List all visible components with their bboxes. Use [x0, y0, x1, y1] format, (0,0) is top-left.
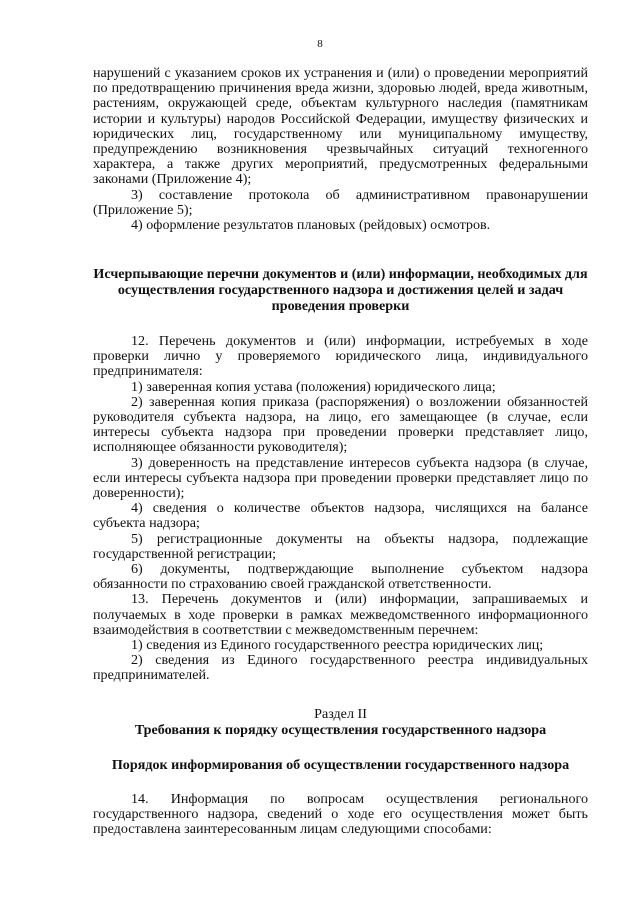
list-item-13-1: 1) сведения из Единого государственного реестра юридических лиц;: [131, 637, 544, 654]
paragraph-continuation: нарушений с указанием сроков их устранения и (или) о проведении мероприятий по предотвращению причинения вреда жизни, здоровью людей, вреда животным, растениям, окружающей среде, объектам культурного наследия (памятникам истории и культуры) народов Российской Федерации, имуществу физических и юридических лиц, государственному или муниципальному имуществу, предупреждению возникновения чрезвычайных ситуаций техногенного характера, а также других мероприятий, предусмотренных федеральными законами (Приложение 4);: [93, 65, 588, 188]
list-item-12-6: 6) документы, подтверждающие выполнение субъектом надзора обязанности по страхованию своей гражданской ответственности.: [93, 561, 588, 593]
paragraph-13: 13. Перечень документов и (или) информации, запрашиваемых и получаемых в ходе проверки в рамках межведомственного информационного взаимодействия в соответствии с межведомственным перечнем:: [93, 591, 588, 638]
text-block-informing: [93, 792, 588, 838]
paragraph-14: 14. Информация по вопросам осуществления регионального государственного надзора, сведений о ходе его осуществления может быть предоставлена заинтересованным лицам следующими способами:: [93, 791, 588, 838]
paragraph-item-4: 4) оформление результатов плановых (рейдовых) осмотров.: [131, 217, 491, 234]
list-item-12-3: 3) доверенность на представление интересов субъекта надзора (в случае, если интересы субъекта надзора при проведении проверки представляет лицо по доверенности);: [93, 454, 588, 502]
list-item-12-2: 2) заверенная копия приказа (распоряжения) о возложении обязанностей руководителя субъекта надзора, на лицо, его замещающее (в случае, если интересы субъекта надзора при проведении проверки представляет лицо, исполняющее обязанности руководителя);: [93, 393, 588, 456]
paragraph-12: 12. Перечень документов и (или) информации, истребуемых в ходе проверки лично у проверяемого юридического лица, индивидуального предпринимателя:: [93, 333, 588, 380]
heading-requirements: Требования к порядку осуществления государственного надзора: [134, 722, 547, 738]
heading-informing: Порядок информирования об осуществлении государственного надзора: [111, 757, 570, 773]
paragraph-item-3: 3) составление протокола об административном правонарушении (Приложение 5);: [93, 186, 588, 218]
text-block-intro: [93, 66, 588, 233]
heading-document-lists: Исчерпывающие перечни документов и (или) информации, необходимых для осуществления государственного надзора и достижения целей и задач проведения проверки: [93, 266, 588, 314]
list-item-13-2: 2) сведения из Единого государственного реестра индивидуальных предпринимателей.: [93, 652, 588, 684]
list-item-12-5: 5) регистрационные документы на объекты надзора, подлежащие государственной регистрации;: [93, 530, 588, 562]
text-block-lists: [93, 334, 588, 684]
list-item-12-1: 1) заверенная копия устава (положения) юридического лица;: [131, 378, 496, 395]
list-item-12-4: 4) сведения о количестве объектов надзора, числящихся на балансе субъекта надзора;: [93, 500, 588, 532]
page-number: 8: [317, 38, 323, 50]
section-label: Раздел II: [314, 706, 367, 722]
